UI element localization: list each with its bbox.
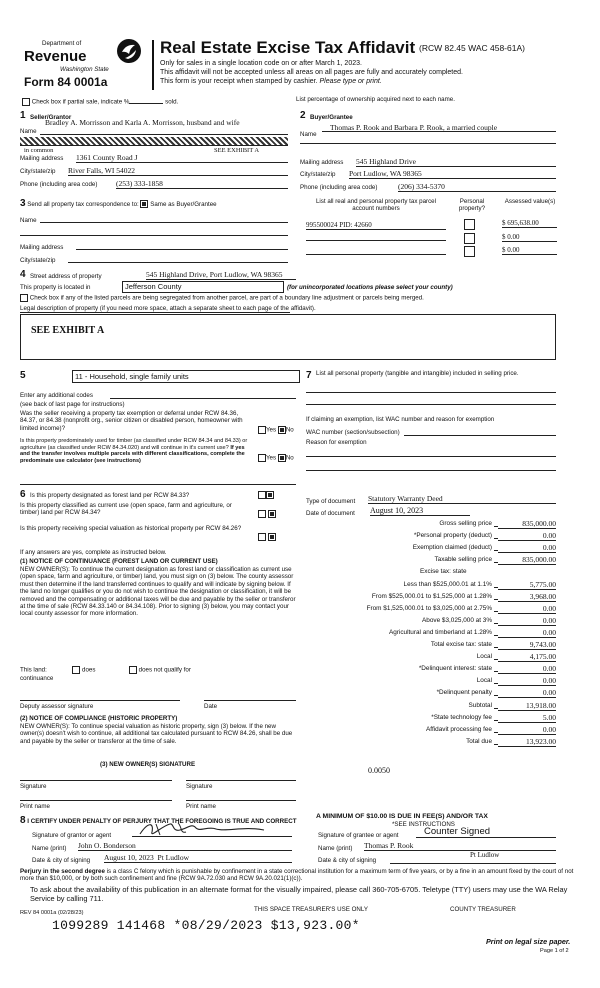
treasurer-use: THIS SPACE TREASURER'S USE ONLY xyxy=(254,906,368,913)
current-use-yes-checkbox[interactable] xyxy=(258,510,266,518)
tax-row-value: 0.00 xyxy=(498,543,556,553)
wac-label: WAC number (section/subsection) xyxy=(306,429,400,436)
tax-row-value: 0.00 xyxy=(498,664,556,674)
buyer-mail-label: Mailing address xyxy=(300,159,344,166)
timber-question: Is this property predominately used for timber (as classified under RCW 84.34 and 84.33) or agriculture (as classified under RCW 84.34.020) and will continue in it's current use? If yes and the transfer involves multiple parcels with different classifications, complete the predominate use calculator (see instructions) xyxy=(20,438,248,464)
timber-no-checkbox[interactable] xyxy=(278,454,286,462)
tax-row-label: *State technology fee xyxy=(431,713,492,721)
dor-emblem-icon xyxy=(116,38,142,64)
deputy-sig-line xyxy=(20,700,180,701)
s3-city-label: City/state/zip xyxy=(20,257,56,264)
tax-row-value: 0.00 xyxy=(498,676,556,686)
tax-row-value: 9,743.00 xyxy=(498,640,556,650)
section-7-number: 7 xyxy=(306,370,312,381)
legal-description-value: SEE EXHIBIT A xyxy=(31,325,105,336)
s3-name-line-2 xyxy=(20,235,288,236)
tax-row-value: 0.00 xyxy=(498,616,556,626)
parcel-col-header: List all real and personal property tax parcel account numbers xyxy=(315,198,437,213)
s3-name-label: Name xyxy=(20,217,37,224)
buyer-phone-value: (206) 334-5370 xyxy=(398,182,556,192)
seller-name-label: Name xyxy=(20,128,37,135)
exemption-no-checkbox[interactable] xyxy=(278,426,286,434)
exemption-claim-label: If claiming an exemption, list WAC number and reason for exemption xyxy=(306,416,495,423)
owner-print-label-1: Print name xyxy=(20,803,50,810)
wac-line xyxy=(404,435,556,436)
treasurer-stamp: 1099289 141468 *08/29/2023 $13,923.00* xyxy=(52,918,360,933)
s7-line-2 xyxy=(306,404,556,405)
buyer-mail-value: 545 Highland Drive xyxy=(356,157,556,167)
section-2-title: Buyer/Grantee xyxy=(310,114,353,121)
parcel-line-3 xyxy=(306,254,446,255)
personal-col-header: Personal property? xyxy=(458,198,486,213)
section-2-number: 2 xyxy=(300,110,306,121)
buyer-name-line-2 xyxy=(300,143,556,144)
tax-row-label: *Delinquent interest: state xyxy=(418,665,492,673)
notice-1-title: (1) NOTICE OF CONTINUANCE (FOREST LAND OR CURRENT USE) xyxy=(20,558,218,565)
buyer-name-label: Name xyxy=(300,131,317,138)
county-note: (for unincorporated locations please select your county) xyxy=(287,284,453,291)
dept-state: Washington State xyxy=(60,66,109,73)
legal-label: Legal description of property (if you need more space, attach a separate sheet to each page of the affidavit). xyxy=(20,305,316,312)
section-3-row: 3 Send all property tax correspondence to: Same as Buyer/Grantee xyxy=(20,198,217,209)
seller-name-redacted xyxy=(20,137,288,146)
tax-row-value: 0.00 xyxy=(498,604,556,614)
header-line-3: This form is your receipt when stamped by cashier. Please type or print. xyxy=(160,78,382,85)
instructions-note: If any answers are yes, complete as instructed below. xyxy=(20,549,167,556)
perjury-notice: Perjury in the second degree is a class C felony which is punishable by confinement in a state correctional institution for a maximum term of five years, or by a fine in an amount fixed by the court of not more than $10,000, or by both such confinement and fine (RCW 9A.72.030 and RCW 9A.20.021(1)(c)). xyxy=(20,868,574,883)
exemption-yes-checkbox[interactable] xyxy=(258,426,266,434)
additional-codes-note: (see back of last page for instructions) xyxy=(20,401,125,408)
personal-property-note: List all personal property (tangible and intangible) included in selling price. xyxy=(316,370,519,377)
doc-date-value: August 10, 2023 xyxy=(370,506,470,516)
grantee-print-value: Thomas P. Rook xyxy=(364,841,556,851)
see-instructions: *SEE INSTRUCTIONS xyxy=(392,821,455,828)
personal-property-checkbox-1[interactable] xyxy=(464,219,475,230)
county-label: This property is located in xyxy=(20,284,91,291)
tax-row-label: Total due xyxy=(466,737,492,745)
tax-row-label: Affidavit processing fee xyxy=(426,725,492,733)
seller-name-value: Bradley A. Morrisson and Karla A. Morrisson, husband and wife xyxy=(45,118,240,127)
forest-yes-no xyxy=(258,491,274,499)
buyer-phone-label: Phone (including area code) xyxy=(300,184,378,191)
property-use-select[interactable]: 11 - Household, single family units xyxy=(72,370,300,383)
segregate-checkbox[interactable] xyxy=(20,294,28,302)
seller-mail-value: 1361 County Road J xyxy=(76,153,288,163)
tax-row-label: Exemption claimed (deduct) xyxy=(412,544,492,552)
current-use-no-checkbox[interactable] xyxy=(268,510,276,518)
seller-phone-value: (253) 333-1858 xyxy=(116,179,288,189)
seller-city-label: City/state/zip xyxy=(20,168,56,175)
parcel-number: 995500024 PID: 42660 xyxy=(306,221,446,230)
land-does-checkbox[interactable] xyxy=(72,666,80,674)
revision-label: REV 84 0001a (02/28/23) xyxy=(20,910,84,916)
section-1-number: 1 xyxy=(20,110,26,121)
segregate-row: Check box if any of the listed parcels are being segregated from another parcel, are part of a boundary line adjustment or parcels being merged. xyxy=(20,294,424,302)
tax-row-value: 5,775.00 xyxy=(498,580,556,590)
header-line-2: This affidavit will not be accepted unless all areas on all pages are fully and accurately completed. xyxy=(160,69,463,76)
forest-yes-checkbox[interactable] xyxy=(258,491,266,499)
dept-small: Department of xyxy=(42,40,82,47)
header-divider xyxy=(152,40,154,90)
tax-row-label: Local xyxy=(476,653,492,661)
tax-row-label: From $1,525,000.01 to $3,025,000 at 2.75% xyxy=(366,604,492,612)
tax-row-label: From $525,000.01 to $1,525,000 at 1.28% xyxy=(371,592,492,600)
tax-row-label: Total excise tax: state xyxy=(430,641,492,648)
owner-sig-line-1 xyxy=(20,780,172,781)
grantee-date-label: Date & city of signing xyxy=(318,857,377,864)
tax-row-label: Less than $525,000.01 at 1.1% xyxy=(403,580,492,588)
s3-city-line xyxy=(68,262,288,263)
seller-name-value-2: in common xyxy=(24,147,54,154)
partial-sale-checkbox[interactable] xyxy=(22,98,30,106)
parcel-line-2 xyxy=(306,240,446,241)
additional-codes-label: Enter any additional codes xyxy=(20,392,93,399)
s3-mail-line xyxy=(76,249,288,250)
ownership-note: List percentage of ownership acquired next to each name. xyxy=(296,96,455,103)
owner-sig-label-1: Signature xyxy=(20,783,47,790)
grantor-print-value: John O. Bonderson xyxy=(78,841,292,851)
tax-row-value: 0.00 xyxy=(498,725,556,735)
personal-property-checkbox-2[interactable] xyxy=(464,233,475,244)
exemption-question: Was the seller receiving a property tax exemption or deferral under RCW 84.36, 84.37, or 84.38 (nonprofit org., senior citizen or disabled person, homeowner with limited income)? xyxy=(20,410,243,432)
deputy-date-line xyxy=(204,700,296,701)
exemption-yes-no: Yes No xyxy=(258,426,294,434)
same-as-buyer-checkbox[interactable] xyxy=(140,200,148,208)
section-5-number: 5 xyxy=(20,370,26,381)
street-value: 545 Highland Drive, Port Ludlow, WA 98365 xyxy=(146,270,296,280)
tax-row-label: Excise tax: state xyxy=(420,568,467,576)
assessed-col-header: Assessed value(s) xyxy=(504,198,556,205)
notice-1-body: NEW OWNER(S): To continue the current designation as forest land or classification as current use (open space, farm and agriculture, or timber) land, you must sign on (3) below. The county assessor must then determine if the land transferred continues to qualify and will indicate by signing below. If the land no longer qualifies or you do not wish to continue the designation or classification, it will be removed and the compensating or additional taxes will be due and payable by the seller or transferor at the time of sale (RCW 84.33.140 or 84.34.108). Prior to signing (3) below, you may contact your local county assessor for more information. xyxy=(20,566,296,618)
seller-mail-label: Mailing address xyxy=(20,155,64,162)
s7-line-1 xyxy=(306,392,556,393)
tax-row-value: 0.00 xyxy=(498,531,556,541)
buyer-city-value: Port Ludlow, WA 98365 xyxy=(349,169,556,179)
section-8-row: 8 I CERTIFY UNDER PENALTY OF PERJURY THAT THE FOREGOING IS TRUE AND CORRECT xyxy=(20,815,297,826)
forest-question: Is this property designated as forest land per RCW 84.33? xyxy=(30,492,190,499)
s3-name-line xyxy=(40,222,288,223)
street-label: Street address of property xyxy=(30,273,102,280)
section-6-number: 6 xyxy=(20,489,26,500)
deputy-sig-label: Deputy assessor signature xyxy=(20,703,94,710)
tax-row-value: 13,923.00 xyxy=(498,737,556,747)
county-treasurer: COUNTY TREASURER xyxy=(450,906,516,913)
tax-row-label: Above $3,025,000 at 3% xyxy=(422,616,492,624)
personal-property-checkbox-3[interactable] xyxy=(464,246,475,257)
historic-yes-no xyxy=(258,533,276,541)
forest-no-checkbox[interactable] xyxy=(266,491,274,499)
buyer-name-line xyxy=(322,131,556,132)
grantor-sig-label: Signature of grantor or agent xyxy=(32,832,112,839)
tax-row-value: 835,000.00 xyxy=(498,555,556,565)
owner-print-line-2 xyxy=(186,800,296,801)
deputy-date-label: Date xyxy=(204,703,218,710)
accessibility-note: To ask about the availability of this publication in an alternate format for the visually impaired, please call 360-705-6705. Teletype (TTY) users may use the WA Relay Service by calling 711. xyxy=(30,885,568,903)
tax-row-value: 0.00 xyxy=(498,688,556,698)
continuance-label: continuance xyxy=(20,675,54,682)
tax-row-value: 13,918.00 xyxy=(498,701,556,711)
partial-sale-row: Check box if partial sale, indicate % sold. xyxy=(22,98,178,106)
grantor-date-value: August 10, 2023 Pt Ludlow xyxy=(104,853,292,863)
seller-name-line xyxy=(40,134,288,135)
county-select[interactable]: Jefferson County xyxy=(122,281,284,293)
notice-2-body: NEW OWNER(S): To continue special valuation as historic property, sign (3) below. If the new owner(s) doesn't wish to continue, all additional tax calculated pursuant to RCW 84.26, shall be due and payable by the seller or transferor at the time of sale. xyxy=(20,723,293,745)
tax-row-label: *Delinquent penalty xyxy=(436,689,492,697)
grantee-sig-label: Signature of grantee or agent xyxy=(318,832,399,839)
timber-yes-no: Yes No xyxy=(258,454,294,462)
dept-name: Revenue xyxy=(24,48,87,65)
owner-print-line-1 xyxy=(20,800,172,801)
assessed-value-2: $ 0.00 xyxy=(502,233,557,242)
s3-mail-label: Mailing address xyxy=(20,244,64,251)
assessed-value-1: $ 695,638.00 xyxy=(502,219,557,228)
grantee-print-label: Name (print) xyxy=(318,845,353,852)
doc-type-label: Type of document xyxy=(306,498,356,505)
grantee-date-line xyxy=(390,863,556,864)
land-not-qualify-checkbox[interactable] xyxy=(129,666,137,674)
tax-row-label: Taxable selling price xyxy=(434,556,492,564)
dor-logo xyxy=(20,38,150,68)
owner-print-label-2: Print name xyxy=(186,803,216,810)
seller-phone-label: Phone (including area code) xyxy=(20,181,98,188)
historic-question: Is this property receiving special valuation as historical property per RCW 84.26? xyxy=(20,525,242,532)
tax-row-value: 3,968.00 xyxy=(498,592,556,602)
owner-sig-label-2: Signature xyxy=(186,783,213,790)
doc-date-label: Date of document xyxy=(306,510,355,517)
seller-see-exhibit: SEE EXHIBIT A xyxy=(214,147,260,154)
doc-type-value: Statutory Warranty Deed xyxy=(368,494,556,504)
reason-line-2 xyxy=(306,470,556,471)
section-4-number: 4 xyxy=(20,269,26,280)
tax-row-label: Gross selling price xyxy=(439,520,492,527)
form-number: Form 84 0001a xyxy=(24,75,108,89)
assessed-value-3: $ 0.00 xyxy=(502,246,557,255)
tax-row-value: 0.00 xyxy=(498,628,556,638)
grantor-signature xyxy=(134,820,284,838)
rcw-reference: (RCW 82.45 WAC 458-61A) xyxy=(419,43,525,53)
grantee-sig-value: Counter Signed xyxy=(416,826,556,838)
tax-row-value: 4,175.00 xyxy=(498,652,556,662)
timber-yes-checkbox[interactable] xyxy=(258,454,266,462)
historic-no-checkbox[interactable] xyxy=(268,533,276,541)
legal-description-box[interactable] xyxy=(20,314,556,360)
owner-sig-line-2 xyxy=(186,780,296,781)
header-line-1: Only for sales in a single location code on or after March 1, 2023. xyxy=(160,60,362,67)
s5-divider xyxy=(20,484,296,485)
tax-row-label: *Personal property (deduct) xyxy=(413,532,492,540)
grantor-print-label: Name (print) xyxy=(32,845,67,852)
minimum-note: A MINIMUM OF $10.00 IS DUE IN FEE(S) AND/OR TAX xyxy=(316,813,488,820)
tax-row-value: 835,000.00 xyxy=(498,519,556,529)
section-1-title: Seller/Grantor xyxy=(30,114,72,121)
buyer-name-value: Thomas P. Rook and Barbara P. Rook, a married couple xyxy=(330,123,498,132)
grantee-city-value: Pt Ludlow xyxy=(470,851,500,859)
tax-row-label: Local xyxy=(476,677,492,685)
grantor-date-label: Date & city of signing xyxy=(32,857,91,864)
tax-row-label: Subtotal xyxy=(468,701,492,709)
reason-line xyxy=(306,456,556,457)
notice-2-title: (2) NOTICE OF COMPLIANCE (HISTORIC PROPERTY) xyxy=(20,715,178,722)
land-row: This land: does does not qualify for xyxy=(20,666,191,674)
current-use-yes-no xyxy=(258,510,276,518)
notice-3-title: (3) NEW OWNER(S) SIGNATURE xyxy=(100,761,196,768)
additional-codes-line xyxy=(110,398,296,399)
tax-row-value: 5.00 xyxy=(498,713,556,723)
reason-label: Reason for exemption xyxy=(306,439,367,446)
tax-row-label: Agricultural and timberland at 1.28% xyxy=(388,628,492,636)
historic-yes-checkbox[interactable] xyxy=(258,533,266,541)
page-number: Page 1 of 2 xyxy=(540,948,569,954)
buyer-city-label: City/state/zip xyxy=(300,171,336,178)
seller-city-value: River Falls, WI 54022 xyxy=(68,166,288,176)
page-title: Real Estate Excise Tax Affidavit xyxy=(160,38,416,57)
current-use-question: Is this property classified as current use (open space, farm and agriculture, or timber) land per RCW 84.34? xyxy=(20,502,232,517)
local-tax-rate: 0.0050 xyxy=(368,766,390,775)
legal-paper-note: Print on legal size paper. xyxy=(486,937,571,946)
